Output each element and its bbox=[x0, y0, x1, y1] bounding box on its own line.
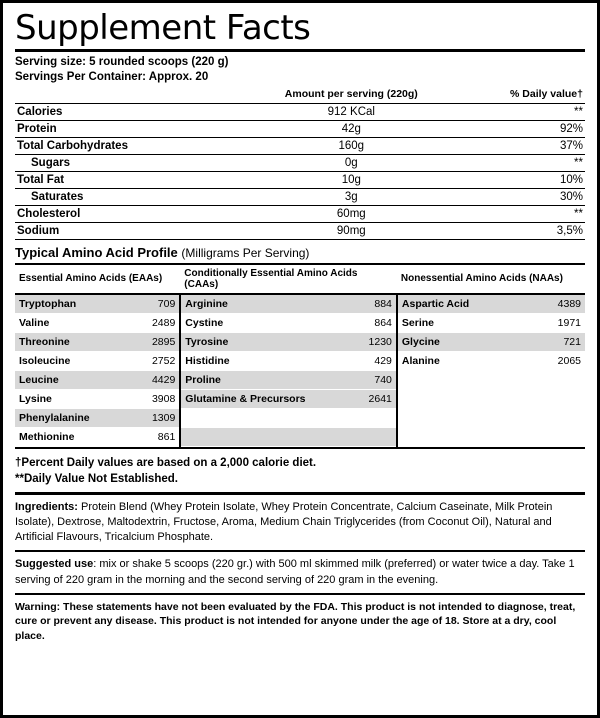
table-row bbox=[15, 222, 585, 239]
nutrient-amount: 3g bbox=[243, 188, 460, 205]
amino-column-eaa: Essential Amino Acids (EAAs) bbox=[15, 264, 180, 294]
amino-name: Phenylalanine bbox=[19, 411, 90, 424]
nutrient-amount: 60mg bbox=[243, 205, 460, 222]
nutrient-daily-value: 37% bbox=[460, 137, 585, 154]
nutrition-header-daily: % Daily value† bbox=[460, 86, 585, 104]
amino-cell-eaa bbox=[15, 389, 180, 408]
amino-name: Cystine bbox=[185, 316, 224, 329]
amino-value: 740 bbox=[374, 373, 392, 386]
ingredients-label: Ingredients: bbox=[15, 500, 78, 513]
amino-acid-table bbox=[15, 263, 585, 447]
amino-value: 2895 bbox=[151, 335, 176, 348]
nutrient-daily-value: 92% bbox=[460, 120, 585, 137]
table-row bbox=[15, 427, 585, 446]
nutrient-name: Sugars bbox=[15, 154, 243, 171]
amino-value: 721 bbox=[563, 335, 581, 348]
amino-value: 4389 bbox=[557, 297, 581, 310]
suggested-use-section bbox=[15, 552, 585, 592]
nutrient-amount: 160g bbox=[243, 137, 460, 154]
amino-value: 429 bbox=[374, 354, 392, 367]
nutrient-name: Total Carbohydrates bbox=[15, 137, 243, 154]
nutrient-name: Calories bbox=[15, 103, 243, 120]
amino-column-caa: Conditionally Essential Amino Acids (CAAs) bbox=[180, 264, 397, 294]
nutrient-amount: 42g bbox=[243, 120, 460, 137]
amino-cell-naa bbox=[397, 294, 585, 314]
amino-value: 2489 bbox=[151, 316, 176, 329]
amino-value: 1230 bbox=[368, 335, 392, 348]
servings-per-container: Servings Per Container: Approx. 20 bbox=[15, 71, 209, 84]
amino-cell-caa bbox=[180, 332, 397, 351]
nutrient-daily-value: ** bbox=[460, 205, 585, 222]
table-row bbox=[15, 294, 585, 314]
amino-cell-eaa bbox=[15, 427, 180, 446]
nutrition-table bbox=[15, 86, 585, 240]
nutrient-amount: 10g bbox=[243, 171, 460, 188]
table-row bbox=[15, 351, 585, 370]
nutrition-table-body bbox=[15, 103, 585, 239]
amino-value: 1971 bbox=[557, 316, 581, 329]
amino-name: Lysine bbox=[19, 392, 52, 405]
nutrient-daily-value: 3,5% bbox=[460, 222, 585, 239]
amino-cell-naa bbox=[397, 332, 585, 351]
amino-cell-caa bbox=[180, 351, 397, 370]
amino-cell-eaa bbox=[15, 370, 180, 389]
table-row bbox=[15, 154, 585, 171]
amino-cell-caa bbox=[180, 389, 397, 408]
amino-cell-naa bbox=[397, 370, 585, 389]
amino-cell-naa bbox=[397, 389, 585, 408]
footnote-daily-value-basis: †Percent Daily values are based on a 2,000 calorie diet. bbox=[15, 456, 317, 469]
table-row bbox=[15, 120, 585, 137]
amino-name: Tryptophan bbox=[19, 297, 77, 310]
suggested-use-label: Suggested use bbox=[15, 558, 94, 571]
warning-label: Warning: bbox=[15, 600, 61, 613]
nutrient-daily-value: 10% bbox=[460, 171, 585, 188]
amino-value: 2065 bbox=[557, 354, 581, 367]
amino-name: Valine bbox=[19, 316, 50, 329]
nutrient-name: Sodium bbox=[15, 222, 243, 239]
nutrient-name: Protein bbox=[15, 120, 243, 137]
amino-profile-subtitle: (Milligrams Per Serving) bbox=[181, 245, 310, 260]
amino-value: 2641 bbox=[368, 392, 392, 405]
amino-value: 1309 bbox=[151, 411, 176, 424]
amino-cell-caa bbox=[180, 427, 397, 446]
amino-value: 861 bbox=[157, 430, 176, 443]
table-row bbox=[15, 205, 585, 222]
footnote-not-established: **Daily Value Not Established. bbox=[15, 472, 178, 485]
nutrient-amount: 90mg bbox=[243, 222, 460, 239]
serving-size: Serving size: 5 rounded scoops (220 g) bbox=[15, 55, 229, 68]
amino-profile-title: Typical Amino Acid Profile bbox=[15, 244, 178, 260]
ingredients-section bbox=[15, 495, 585, 551]
nutrition-table-head bbox=[15, 86, 585, 104]
nutrient-name: Cholesterol bbox=[15, 205, 243, 222]
amino-profile-heading bbox=[15, 245, 585, 260]
amino-name: Proline bbox=[185, 373, 221, 386]
amino-cell-caa bbox=[180, 313, 397, 332]
amino-table-head bbox=[15, 264, 585, 294]
table-row bbox=[15, 370, 585, 389]
amino-cell-naa bbox=[397, 427, 585, 446]
amino-value: 864 bbox=[374, 316, 392, 329]
amino-name: Arginine bbox=[185, 297, 228, 310]
nutrient-name: Saturates bbox=[15, 188, 243, 205]
amino-name: Glutamine & Precursors bbox=[185, 392, 306, 405]
amino-table-bottom-divider bbox=[15, 447, 585, 449]
nutrient-amount: 0g bbox=[243, 154, 460, 171]
footnotes bbox=[15, 455, 585, 487]
amino-value: 709 bbox=[157, 297, 176, 310]
nutrient-amount: 912 KCal bbox=[243, 103, 460, 120]
amino-value: 4429 bbox=[151, 373, 176, 386]
nutrient-daily-value: 30% bbox=[460, 188, 585, 205]
amino-name: Isoleucine bbox=[19, 354, 71, 367]
amino-name: Methionine bbox=[19, 430, 75, 443]
nutrition-header-amount: Amount per serving (220g) bbox=[243, 86, 460, 104]
amino-value: 884 bbox=[374, 297, 392, 310]
amino-name: Glycine bbox=[401, 335, 440, 348]
nutrient-name: Total Fat bbox=[15, 171, 243, 188]
amino-value: 3908 bbox=[151, 392, 176, 405]
warning-text: These statements have not been evaluated by the FDA. This product is not intended to diagnose, treat, cure or prevent any disease. This product is not intended for anyone under the age of 18. Store at a dry, cool place. bbox=[15, 600, 576, 642]
amino-value: 2752 bbox=[151, 354, 176, 367]
nutrient-daily-value: ** bbox=[460, 103, 585, 120]
amino-header-row bbox=[15, 264, 585, 294]
amino-name: Tyrosine bbox=[185, 335, 229, 348]
warning-section bbox=[15, 595, 585, 643]
title-divider bbox=[15, 49, 585, 52]
amino-name: Leucine bbox=[19, 373, 59, 386]
amino-cell-eaa bbox=[15, 294, 180, 314]
suggested-use-text: : mix or shake 5 scoops (220 gr.) with 500 ml skimmed milk (preferred) or water twice a day. Take 1 serving of 220 gram in the morning and the second serving of 220 gram in the evening. bbox=[15, 558, 575, 586]
amino-cell-caa bbox=[180, 294, 397, 314]
amino-cell-eaa bbox=[15, 351, 180, 370]
nutrition-header-row bbox=[15, 86, 585, 104]
amino-cell-caa bbox=[180, 370, 397, 389]
amino-name: Threonine bbox=[19, 335, 70, 348]
page-title: Supplement Facts bbox=[15, 8, 311, 48]
amino-table-body bbox=[15, 294, 585, 447]
amino-cell-caa bbox=[180, 408, 397, 427]
amino-column-naa: Nonessential Amino Acids (NAAs) bbox=[397, 264, 585, 294]
table-row bbox=[15, 137, 585, 154]
table-row bbox=[15, 332, 585, 351]
amino-cell-naa bbox=[397, 313, 585, 332]
nutrient-daily-value: ** bbox=[460, 154, 585, 171]
amino-name: Aspartic Acid bbox=[401, 297, 470, 310]
amino-name: Serine bbox=[401, 316, 434, 329]
ingredients-text: Protein Blend (Whey Protein Isolate, Whey Protein Concentrate, Calcium Caseinate, Milk Protein Isolate), Dextrose, Maltodextrin, Fructose, Aroma, Medium Chain Triglycerides (from Coconut Oil), Natural and Artificial Flavours, Tricalcium Phosphate. bbox=[15, 500, 553, 544]
table-row bbox=[15, 171, 585, 188]
amino-name: Alanine bbox=[401, 354, 440, 367]
table-row bbox=[15, 103, 585, 120]
nutrition-header-blank bbox=[15, 86, 243, 104]
table-row bbox=[15, 313, 585, 332]
amino-cell-eaa bbox=[15, 313, 180, 332]
amino-cell-naa bbox=[397, 408, 585, 427]
amino-name: Histidine bbox=[185, 354, 230, 367]
table-row bbox=[15, 389, 585, 408]
amino-cell-eaa bbox=[15, 332, 180, 351]
table-row bbox=[15, 408, 585, 427]
table-row bbox=[15, 188, 585, 205]
amino-cell-naa bbox=[397, 351, 585, 370]
amino-cell-eaa bbox=[15, 408, 180, 427]
